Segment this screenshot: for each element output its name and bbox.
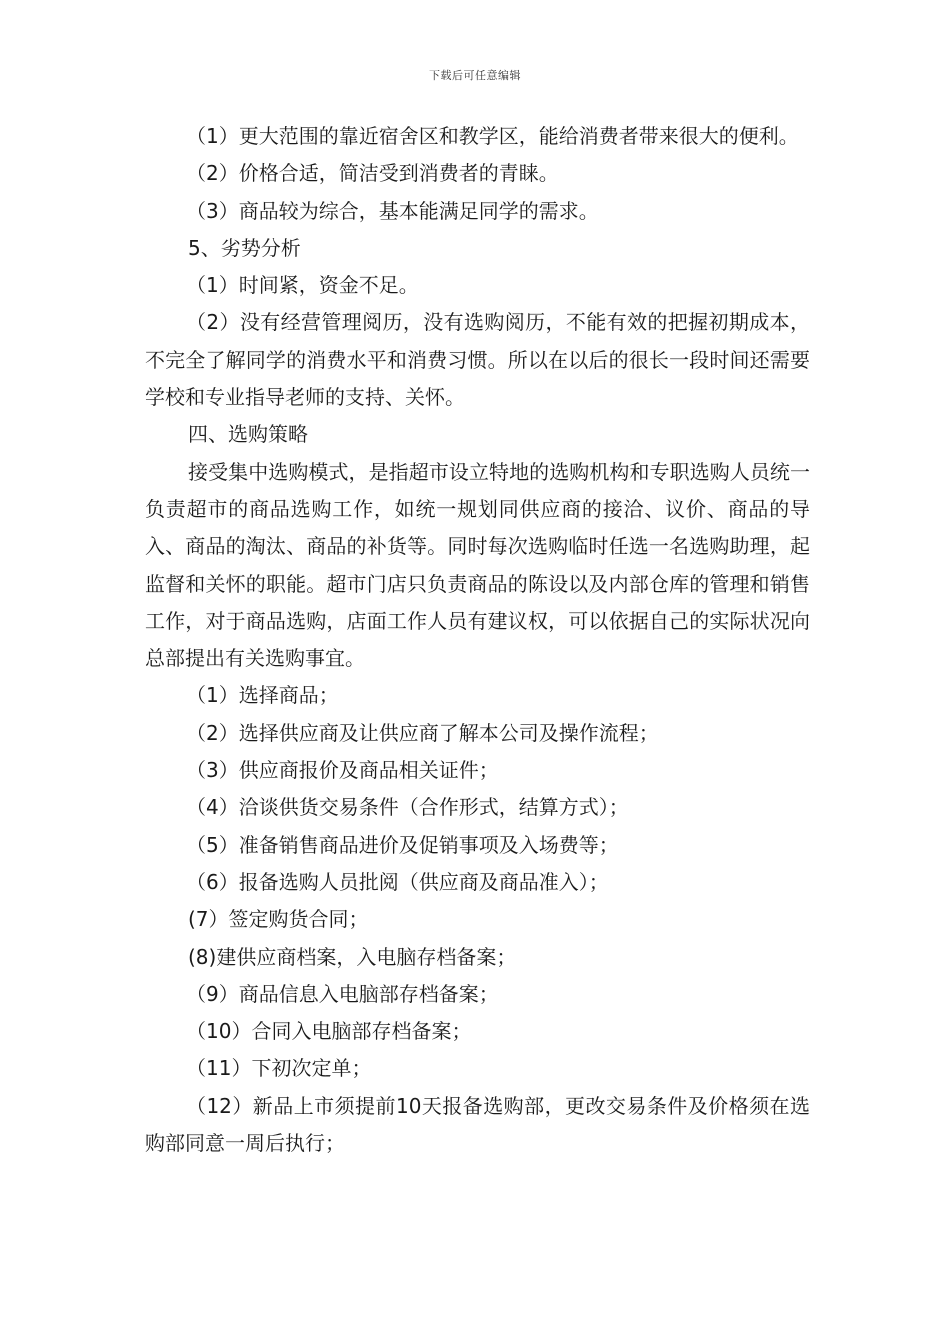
- paragraph-strategy-intro: 接受集中选购模式，是指超市设立特地的选购机构和专职选购人员统一负责超市的商品选购工作，如统一规划同供应商的接洽、议价、商品的导入、商品的淘汰、商品的补货等。同时每次选购临时任选一名选购助理，起监督和关怀的职能。超市门店只负责商品的陈设以及内部仓库的管理和销售工作，对于商品选购，店面工作人员有建议权，可以依据自己的实际状况向总部提出有关选购事宜。: [145, 459, 810, 671]
- list-item-step-6: （6）报备选购人员批阅（供应商及商品准入）；: [186, 869, 609, 894]
- list-item-step-4: （4）洽谈供货交易条件（合作形式，结算方式）；: [186, 795, 629, 820]
- heading-disadvantage-analysis: 5、劣势分析: [188, 235, 301, 260]
- paragraph-advantage-1: （1）更大范围的靠近宿舍区和教学区，能给消费者带来很大的便利。: [186, 124, 799, 148]
- paragraph-disadvantage-1: （1）时间紧，资金不足。: [186, 273, 419, 298]
- list-item-step-2: （2）选择供应商及让供应商了解本公司及操作流程；: [186, 720, 659, 745]
- list-item-step-8: (8)建供应商档案，入电脑存档备案；: [188, 944, 517, 969]
- document-body: [145, 118, 810, 1162]
- list-item-step-3: （3）供应商报价及商品相关证件；: [186, 758, 499, 783]
- list-item-step-11: （11）下初次定单；: [186, 1056, 372, 1081]
- list-item-step-7: (7）签定购货合同；: [188, 907, 369, 932]
- heading-purchasing-strategy: 四、选购策略: [188, 422, 308, 447]
- list-item-step-10: （10）合同入电脑部存档备案；: [186, 1019, 472, 1044]
- paragraph-advantage-3: （3）商品较为综合，基本能满足同学的需求。: [186, 198, 599, 223]
- paragraph-disadvantage-2: （2）没有经营管理阅历，没有选购阅历，不能有效的把握初期成本，不完全了解同学的消费水平和消费习惯。所以在以后的很长一段时间还需要学校和专业指导老师的支持、关怀。: [145, 310, 810, 410]
- paragraph-advantage-2: （2）价格合适，简洁受到消费者的青睐。: [186, 161, 559, 186]
- list-item-step-9: （9）商品信息入电脑部存档备案；: [186, 981, 499, 1006]
- list-item-step-5: （5）准备销售商品进价及促销事项及入场费等；: [186, 832, 619, 857]
- list-item-step-1: （1）选择商品；: [186, 683, 339, 708]
- page-header: 下载后可任意编辑: [429, 69, 521, 82]
- list-item-step-12: （12）新品上市须提前10天报备选购部，更改交易条件及价格须在选购部同意一周后执行；: [145, 1093, 810, 1156]
